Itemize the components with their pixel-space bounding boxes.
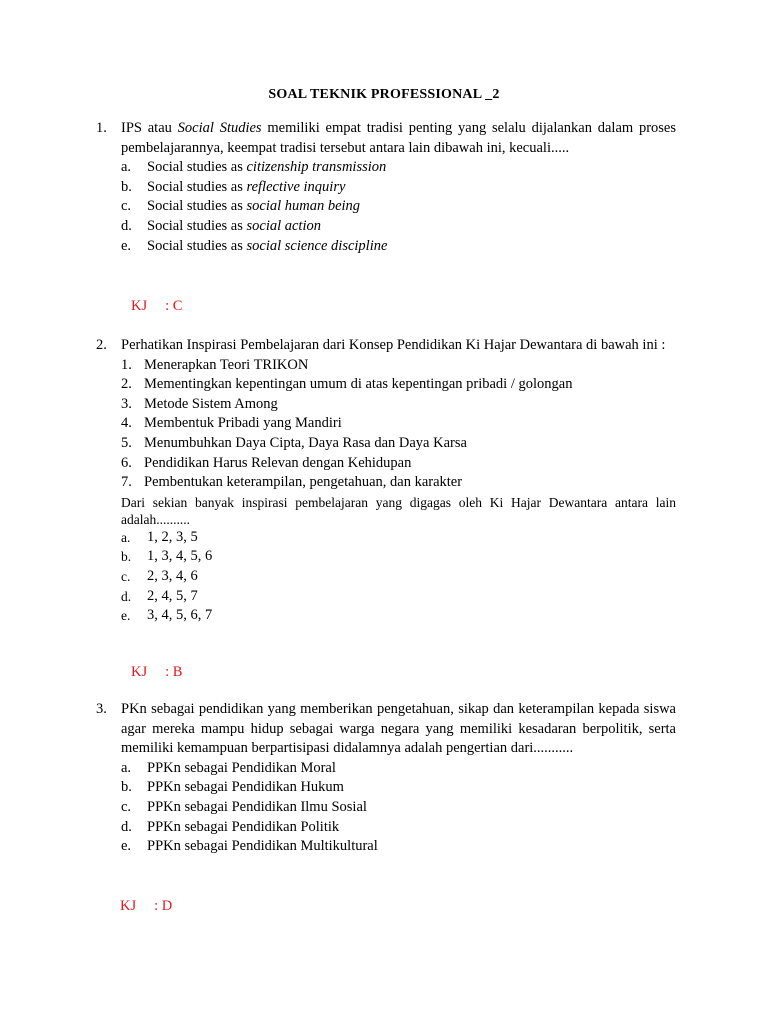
question-text: PKn sebagai pendidikan yang memberikan pengetahuan, sikap dan keterampilan kepada siswa agar mereka mampu hidup sebagai warga negara yang memiliki kesadaran berpolitik, serta memiliki kemampuan berpartisipasi didalamnya adalah pengertian dari........... (121, 701, 676, 757)
option-d: d. 2, 4, 5, 7 (121, 587, 198, 604)
option-d: d. PPKn sebagai Pendidikan Politik (121, 818, 340, 835)
list-item: 2. Mementingkan kepentingan umum di atas kepentingan pribadi / golongan (121, 376, 573, 393)
list-item: 5. Menumbuhkan Daya Cipta, Daya Rasa dan Daya Karsa (121, 434, 467, 451)
page-title: SOAL TEKNIK PROFESSIONAL _2 (268, 87, 500, 102)
option-e: e. 3, 4, 5, 6, 7 (121, 607, 213, 624)
option-e: e. PPKn sebagai Pendidikan Multikultural (121, 838, 378, 855)
question-text: IPS atau Social Studies memiliki empat tradisi penting yang selalu dijalankan dalam proses pembelajarannya, keempat tradisi tersebut antara lain dibawah ini, kecuali..... (121, 120, 677, 156)
option-b: b. Social studies as reflective inquiry (121, 178, 346, 195)
list-item: 3. Metode Sistem Among (121, 395, 278, 412)
option-c: c. PPKn sebagai Pendidikan Ilmu Sosial (121, 798, 367, 815)
option-e: e. Social studies as social science discipline (121, 237, 388, 254)
option-d: d. Social studies as social action (121, 217, 321, 234)
question-number: 1. (96, 120, 107, 136)
option-b: b. 1, 3, 4, 5, 6 (121, 548, 213, 565)
option-a: a. PPKn sebagai Pendidikan Moral (121, 759, 336, 776)
option-c: c. Social studies as social human being (121, 198, 361, 215)
list-item: 6. Pendidikan Harus Relevan dengan Kehidupan (121, 454, 412, 471)
question-3 (96, 700, 676, 857)
list-item: 7. Pembentukan keterampilan, pengetahuan, dan karakter (121, 474, 463, 491)
list-item: 4. Membentuk Pribadi yang Mandiri (121, 415, 342, 432)
option-c: c. 2, 3, 4, 6 (121, 567, 198, 584)
answer-key-1: KJ : C (131, 298, 183, 314)
list-item: 1. Menerapkan Teori TRIKON (121, 356, 309, 373)
option-a: a. 1, 2, 3, 5 (121, 528, 198, 545)
question-number: 3. (96, 701, 107, 717)
question-number: 2. (96, 337, 107, 353)
question-1 (96, 119, 676, 256)
question-text: Perhatikan Inspirasi Pembelajaran dari Konsep Pendidikan Ki Hajar Dewantara di bawah ini : (121, 337, 666, 353)
option-a: a. Social studies as citizenship transmission (121, 159, 387, 176)
question-note: Dari sekian banyak inspirasi pembelajaran yang digagas oleh Ki Hajar Dewantara antara lain adalah.......... (121, 494, 676, 527)
option-b: b. PPKn sebagai Pendidikan Hukum (121, 779, 344, 796)
answer-key-3: KJ : D (120, 898, 173, 914)
question-2 (96, 336, 676, 626)
inspiration-list (96, 356, 676, 493)
answer-key-2: KJ : B (131, 664, 183, 680)
